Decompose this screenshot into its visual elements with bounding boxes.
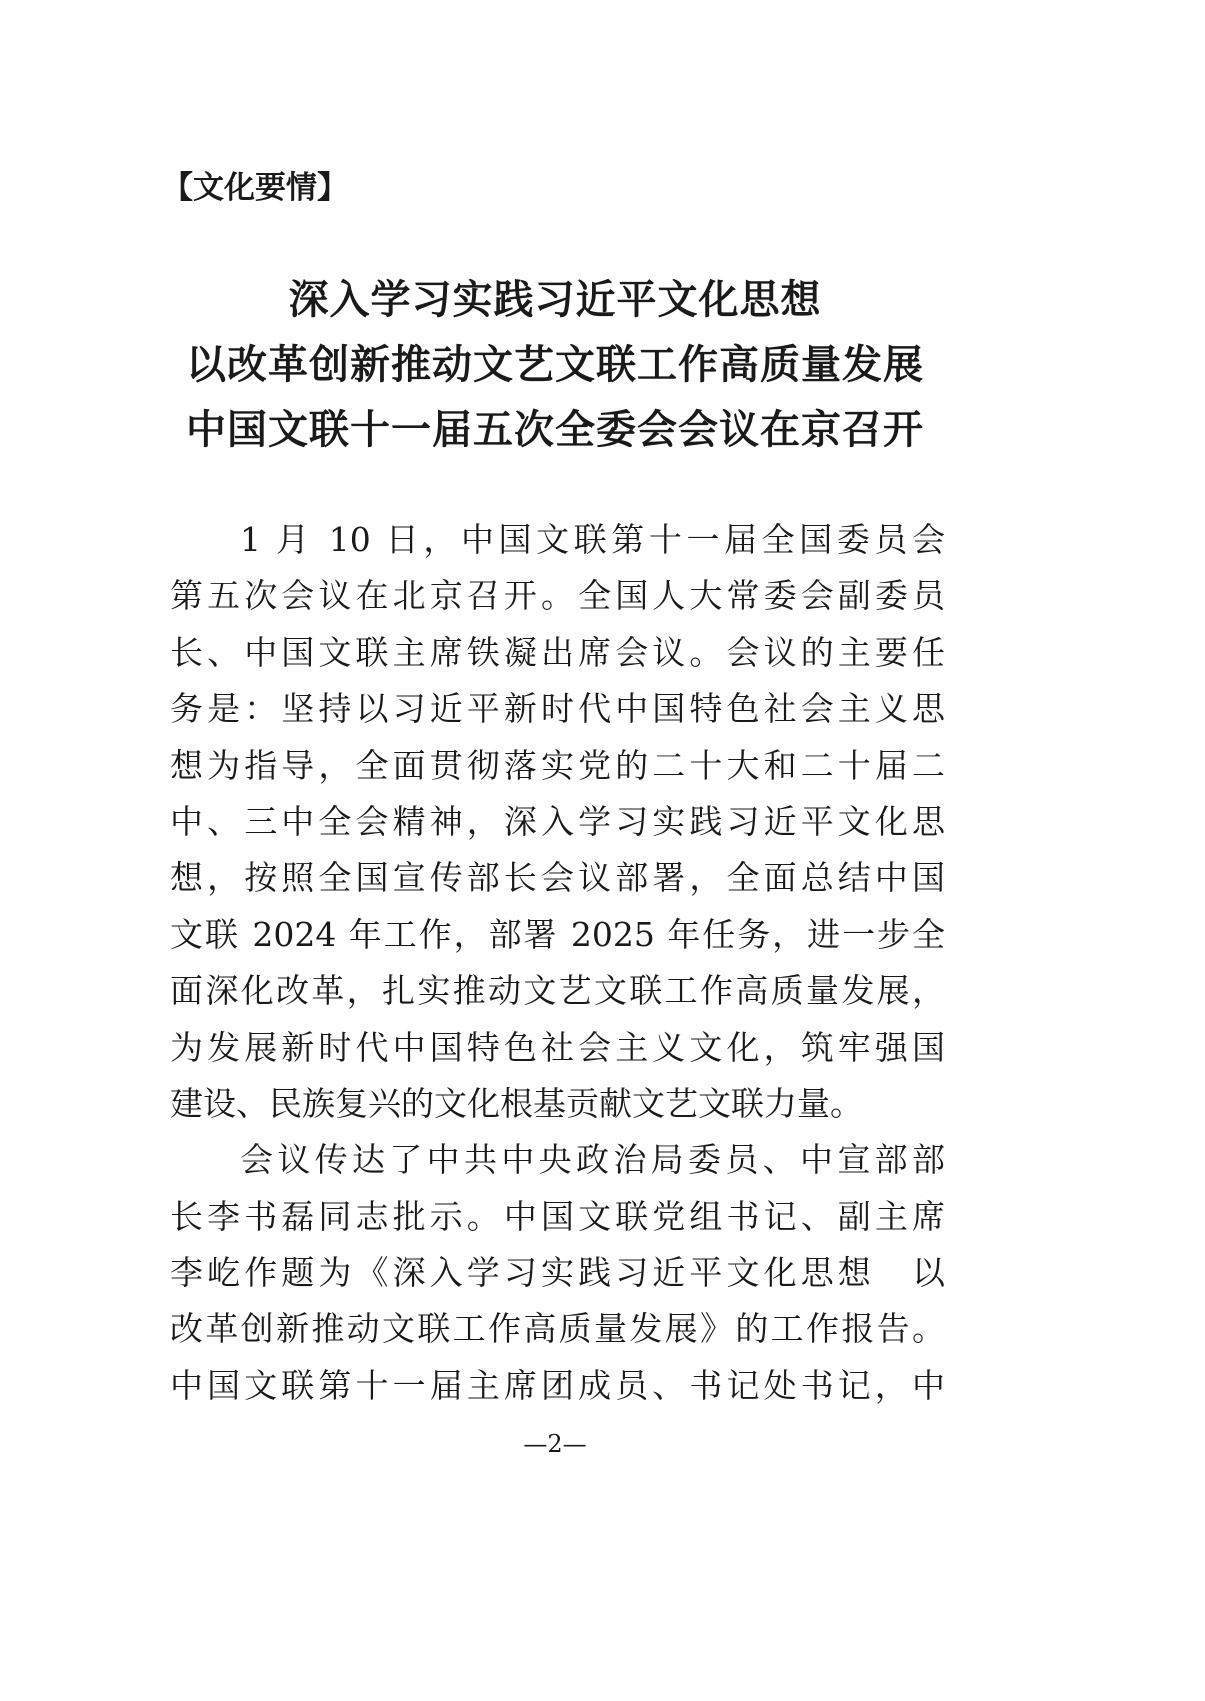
body-line: 面深化改革，扎实推动文艺文联工作高质量发展， xyxy=(170,971,945,1011)
body-line: 1 月 10 日，中国文联第十一届全国委员会 xyxy=(240,520,945,559)
body-line: 务是：坚持以习近平新时代中国特色社会主义思 xyxy=(170,689,945,729)
page-number: —2— xyxy=(523,1430,587,1458)
section-tag: 【文化要情】 xyxy=(162,170,348,206)
body-line: 长李书磊同志批示。中国文联党组书记、副主席 xyxy=(170,1196,945,1236)
body-line: 中、三中全会精神，深入学习实践习近平文化思 xyxy=(170,801,945,841)
body-line: 中国文联第十一届主席团成员、书记处书记，中 xyxy=(170,1365,945,1405)
body-line: 李屹作题为《深入学习实践习近平文化思想 以 xyxy=(170,1253,945,1293)
body-line: 想为指导，全面贯彻落实党的二十大和二十届二 xyxy=(170,745,945,785)
body-line: 长、中国文联主席铁凝出席会议。会议的主要任 xyxy=(170,632,945,672)
body-line: 会议传达了中共中央政治局委员、中宣部部 xyxy=(240,1140,945,1180)
body-line: 为发展新时代中国特色社会主义文化，筑牢强国 xyxy=(170,1027,945,1067)
body-line: 想，按照全国宣传部长会议部署，全面总结中国 xyxy=(170,858,945,898)
title-line-3: 中国文联十一届五次全委会会议在京召开 xyxy=(186,406,924,453)
article-body xyxy=(170,512,945,1414)
body-line: 改革创新推动文联工作高质量发展》的工作报告。 xyxy=(170,1309,945,1349)
title-line-2: 以改革创新推动文艺文联工作高质量发展 xyxy=(186,341,924,388)
body-line: 第五次会议在北京召开。全国人大常委会副委员 xyxy=(170,576,945,616)
body-line: 文联 2024 年工作，部署 2025 年任务，进一步全 xyxy=(170,914,945,954)
body-line: 建设、民族复兴的文化根基贡献文艺文联力量。 xyxy=(170,1083,863,1123)
title-line-1: 深入学习实践习近平文化思想 xyxy=(288,276,822,323)
